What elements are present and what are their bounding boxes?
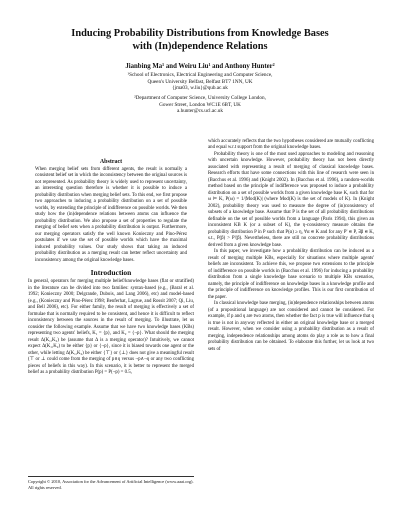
affiliation-1-line-1: ¹School of Electronics, Electrical Engineering and Computer Science, [127, 72, 273, 78]
author-list: Jianbing Ma¹ and Weiru Liu¹ and Anthony Hunter² [125, 63, 275, 70]
title-line-1: Inducing Probability Distributions from Knowledge Bases [71, 28, 329, 39]
affiliation-2-line-2: Gower Street, London WC1E 6BT, UK [159, 101, 241, 108]
copyright-notice: Copyright © 2010, Association for the Advancement of Artificial Intelligence (www.aaai.org). All rights reserved. [28, 476, 194, 490]
affiliation-1-email: {jma03, w.liu}@qub.ac.uk [172, 85, 228, 92]
affiliation-2-email: a.hunter@cs.ucl.ac.uk [177, 108, 223, 115]
affiliation-2 [20, 95, 380, 115]
introduction-heading: Introduction [90, 268, 132, 278]
title-line-2: with (In)dependence Relations [132, 41, 268, 52]
affiliation-2-line-1: ²Department of Computer Science, University College London, [134, 95, 266, 101]
right-paragraph-4: In classical knowledge base merging, (in)dependence relationships between atoms (of a propositional language) are not considered and cannot be considered. For example, if p and q are two atoms, then whether the fact p is true will influence that q is true is not in anyway reflected in either an original knowledge base or a merged result. However, when we consider using a probability distribution as a result of merging, independence relationships among atoms do play a role as to how a final probability distribution can be obtained. To elaborate this further, let us look at two sets of [208, 301, 374, 352]
abstract-heading: Abstract [99, 159, 123, 165]
affiliation-1 [20, 72, 380, 92]
right-paragraph-1: which accurately reflects that the two hypotheses considered are mutually conflicting and equal w.r.t support from the original knowledge bases. [208, 139, 374, 151]
right-paragraph-3: In this paper, we investigate how a probability distribution can be induced as a result of merging multiple KBs, especially for situations where multiple agents' beliefs are inconsistent. To achieve this, we propose two extensions to the principle of indifference on possible worlds in (Bacchus et al. 1996) for inducing a probability distribution from a single knowledge base scenario to multiple KBs scenarios, namely, the principle of indifference on knowledge bases in a knowledge profile and the principle of indifference on knowledge profiles. This is our first contribution of the paper. [208, 249, 374, 300]
right-paragraph-2: Probability theory is one of the most used approaches to modeling and reasoning with uncertain knowledge. However, probability theory has not been directly associated with representing a result of merging of classical knowledge bases. Research efforts that have some connections with this line of research were seen in (Bacchus et al. 1996) and (Knight 2002). In (Bacchus et al. 1996), a random-worlds method based on the principle of indifference was proposed to induce a probability distribution on a set of possible worlds from a given knowledge base K, such that for ω ⊨ K, P(ω) = 1/|Mod(K)| (where Mod(K) is the set of models of K). In (Knight 2002), probability theory was used to measure the degree of (in)consistency of subsets of a knowledge base. Assume that P is the set of all probability distributions definable on the set of possible worlds from a language (Paris 1994), this given an inconsistent KB K (or a subset of K), the η-consistency measure obtains the probability distribution P in P such that P(α) ≥ η, ∀α ∈ K and for any P' ∈ P, ∃β ∈ K, s.t., P(β) > P'(β). Nevertheless, there are still no concrete probability distributions derived from a given knowledge base. [208, 151, 374, 248]
right-column [208, 139, 374, 353]
affiliation-1-line-2: Queen's University Belfast, Belfast BT7 1NN, UK [147, 78, 253, 85]
paper-title [20, 27, 380, 53]
abstract-text: When merging belief sets from different agents, the result is normally a consistent belief set in which the inconsistency between the original sources is not represented. As probability theory is widely used to represent uncertainty, an interesting question therefore is whether it is possible to induce a probability distribution when merging belief sets. To this end, we first propose two approaches to inducing a probability distribution on a set of possible worlds, by extending the principle of indifference on possible worlds. We then study how the (in)dependence relations between atoms can influence the probability distribution. We also propose a set of properties to regulate the merging of belief sets when a probability distribution is output. Furthermore, our merging operators satisfy the well known Konieczny and Pino-Pérez postulates if we use the set of possible worlds which have the maximal induced probability values. Our study shows that taking an induced probability distribution as a merging result can better reflect uncertainty and inconsistency among the original knowledge bases. [35, 167, 187, 263]
left-column [28, 158, 194, 377]
introduction-paragraph: In general, operators for merging multiple belief/knowledge bases (flat or stratified) in the literature can be divided into two families: syntax-based (e.g., (Baral et al. 1992; Konieczny 2000; Delgrande, Dubois, and Lang 2006), etc) and model-based (e.g., (Konieczny and Pino-Pérez 1998; Benferhat, Lagrue, and Rossit 2007; Qi, Liu, and Bell 2006), etc). For either family, the result of merging is effectively a set of formulae that is normally required to be consistent, and hence it is difficult to reflect inconsistency between the sources in the result of merging. To illustrate, let us consider the following example. Assume that we have two knowledge bases (KBs) representing two agents' beliefs, K₁ = {p}, and K₂ = {¬p}. What should the merging result Δ(K₁,K₂) be (assume that Δ is a merging operator)? Intuitively, we cannot expect Δ(K₁,K₂) to be either {p} or {¬p}, since it is biased towards one agent or the other, while letting Δ(K₁,K₂) be either {⊤} or {⊥} does not give a meaningful result (⊤ or ⊥ could come from the merging of p∧q versus ¬p∧¬q or any two conflicting pieces of beliefs in this way). In this scenario, it is better to represent the merged belief as a probability distribution P(p) = P(¬p) = 0.5, [28, 279, 194, 376]
